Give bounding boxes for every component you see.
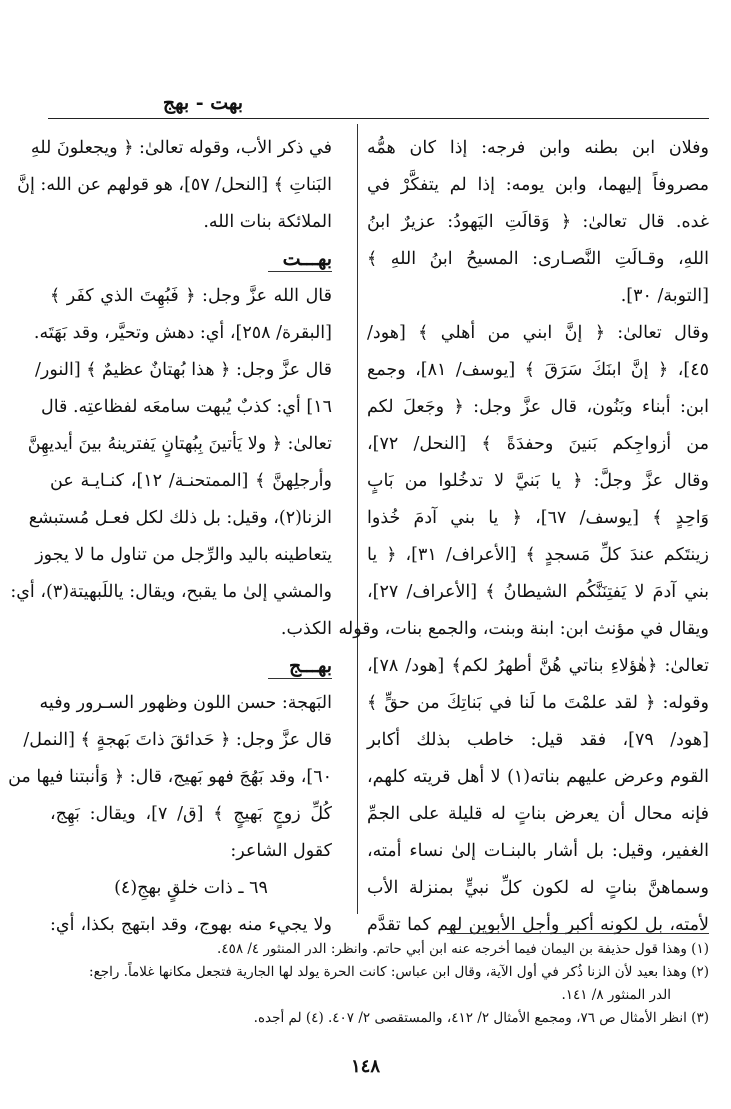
footnote: (١) وهذا قول حذيفة بن اليمان فيما أخرجه عنه ابن أبي حاتم. وانظر: الدر المنثور ٤/ ٤٥٨.	[217, 941, 709, 957]
text-line: تعالىٰ: ﴿ ولا يَأتينَ بِبُهتانٍ يَفترينهُ بينَ أيديهِنَّ	[27, 434, 332, 454]
text-line: وَاحِدٍ ﴾ [يوسف/ ٦٧]، ﴿ يا بني آدمَ خُذوا	[367, 508, 710, 528]
text-line: ٤٥]، ﴿ إنَّ ابنَكَ سَرَقَ ﴾ [يوسف/ ٨١]، وجمع	[367, 360, 709, 380]
footnote: (٢) وهذا بعيد لأن الزنا ذُكر في أول الآية، وقال ابن عباس: كانت الحرة يولد لها الجارية فتجعل مكانها غلاماً. راجع:	[89, 964, 709, 980]
left-column	[8, 130, 332, 944]
entry-heading-bhj	[50, 648, 332, 685]
text-line: [البقرة/ ٢٥٨]، أي: دهش وتحيَّر، وقد بَهَتَه.	[33, 323, 332, 343]
column-divider	[357, 124, 358, 914]
page-number: ١٤٨	[350, 1056, 380, 1077]
text-line: وسماهنَّ بناتٍ له لكون كلِّ نبيٍّ بمنزلة الأب	[367, 878, 709, 898]
text-line: غده. قال تعالىٰ: ﴿ وَقالَتِ اليَهودُ: عزيرٌ ابنُ	[367, 212, 709, 232]
text-line: [هود/ ٧٩]، فقد قيل: خاطب بذلك أكابر	[367, 730, 709, 750]
footnotes	[48, 938, 709, 1030]
text-line: الزنا(٢)، وقيل: بل ذلك لكل فعـل مُستبشع	[28, 508, 332, 528]
text-line: ولا يجيء منه بهوج، وقد ابتهج بكذا، أي:	[50, 915, 332, 935]
text-line: قال عزَّ وجل: ﴿ هذا بُهتانٌ عظيمٌ ﴾ [النور/	[34, 360, 332, 380]
text-line: ابن: أبناء وبَنُون، قال عزَّ وجل: ﴿ وجَعلَ لكم	[367, 397, 709, 417]
text-line: من أزواجِكم بَنينَ وحفدَةً ﴾ [النحل/ ٧٢]،	[367, 434, 709, 454]
text-line: ويقال في مؤنث ابن: ابنة وبنت، والجمع بنات، وقوله	[338, 619, 709, 639]
text-line: وفلان ابن بطنه وابن فرجه: إذا كان همُّه	[367, 138, 709, 158]
right-column	[338, 130, 710, 944]
text-line: لأمته، بل لكونه أكبر وأجل الأبوين لهم كما تقدَّم	[367, 915, 709, 935]
text-line: والمشي إلىٰ ما يقبح، ويقال: ياللَبهيتة(٣)، أي:	[10, 582, 332, 602]
text-line: ١٦] أي: كذبٌ يُبهت سامعَه لفظاعتِه. قال	[40, 397, 332, 417]
text-line: بني آدمَ لا يَفتِنَنَّكُم الشيطانُ ﴾ [الأعراف/ ٢٧]،	[367, 582, 709, 602]
text-line: تعالىٰ: ﴿هٰؤلاءِ بناتي هُنَّ أطهرُ لكم﴾ [هود/ ٧٨]،	[367, 656, 709, 676]
text-line: قال الله عزَّ وجل: ﴿ فَبُهِتَ الذي كفَر ﴾	[50, 286, 332, 306]
text-line: ٦٠]، وقد بَهُجَ فهو بَهيج، قال: ﴿ وَأنبتنا فيها من	[8, 767, 332, 787]
text-line: وقال تعالىٰ: ﴿ إنَّ ابني من أهلي ﴾ [هود/	[367, 323, 709, 343]
heading-underline	[268, 678, 332, 679]
header-rule	[48, 118, 709, 119]
footnote-rule	[447, 933, 709, 934]
text-line: قال عزَّ وجل: ﴿ حَدائقَ ذاتَ بَهجةٍ ﴾ [النمل/	[23, 730, 332, 750]
entry-heading-text: بهـــت	[282, 248, 332, 270]
poetry-line: ٦٩ ـ ذات خلقٍ بهجِ(٤)	[114, 878, 268, 898]
text-line: كقول الشاعر:	[230, 841, 332, 861]
entry-heading-text: بهـــج	[288, 655, 332, 677]
text-line: الملائكة بنات الله.	[203, 212, 332, 232]
text-line: زينتَكم عندَ كلِّ مَسجدٍ ﴾ [الأعراف/ ٣١]، ﴿ يا	[367, 545, 710, 565]
text-line: الغفير، وقيل: بل أشار بالبنـات إلىٰ نساء أمته،	[367, 841, 709, 861]
text-line: البَناتِ ﴾ [النحل/ ٥٧]، هو قولهم عن الله: إنَّ	[17, 175, 332, 195]
running-header	[0, 92, 731, 118]
text-line: وأرجلِهنَّ ﴾ [الممتحنـة/ ١٢]، كنـايـة عن	[50, 471, 332, 491]
text-line: فإنه محال أن يعرض بناتٍ له قليلة على الجمِّ	[367, 804, 709, 824]
heading-underline	[268, 271, 332, 272]
text-line: [التوبة/ ٣٠].	[620, 286, 709, 306]
text-line: وقال عزَّ وجلَّ: ﴿ يا بَنيَّ لا تدخُلوا من بَابٍ	[367, 471, 709, 491]
entry-heading-bht	[50, 241, 332, 278]
footnote: (٣) انظر الأمثال ص ٧٦، ومجمع الأمثال ٢/ ٤١٢، والمستقصى ٢/ ٤٠٧. (٤) لم أجده.	[253, 1010, 709, 1026]
text-line: البَهجة: حسن اللون وظهور السـرور وفيه	[39, 693, 332, 713]
text-line: كُلِّ زوجٍ بَهيجٍ ﴾ [ق/ ٧]، ويقال: بَهِج،	[50, 804, 332, 824]
text-line: في ذكر الأب، وقوله تعالىٰ: ﴿ ويجعلونَ للهِ	[30, 138, 332, 158]
text-line: مصروفاً إليهما، وابن يومه: إذا لم يتفكَّرْ في	[367, 175, 709, 195]
footnote-continuation: الدر المنثور ٨/ ١٤١.	[561, 987, 671, 1003]
text-line: وقوله: ﴿ لقد علمْتَ ما لَنا في بَناتِكَ من حقٍّ ﴾	[367, 693, 709, 713]
text-line: اللهِ، وقـالَتِ النَّصـارى: المسيحُ ابنُ اللهِ ﴾	[367, 249, 709, 269]
running-title: بهت - بهج	[162, 92, 243, 114]
text-line: الكذب.	[280, 619, 332, 639]
text-line: يتعاطينه باليد والرِّجل من تناول ما لا يجوز	[35, 545, 332, 565]
text-line: القوم وعرض عليهم بناته(١) لا أهل قريته كلهم،	[367, 767, 709, 787]
